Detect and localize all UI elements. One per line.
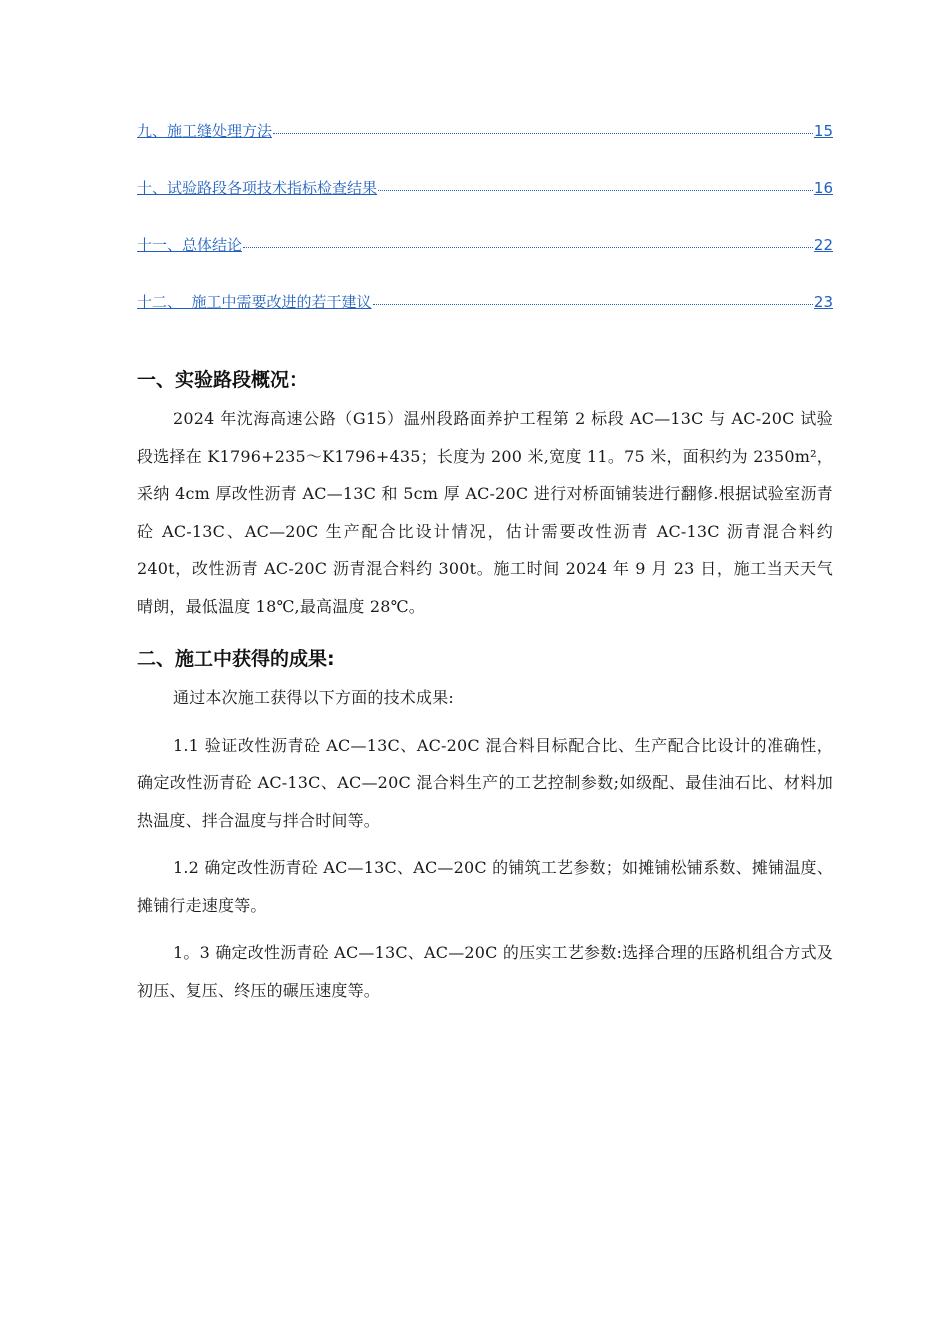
section-heading-1: 一、实验路段概况： xyxy=(137,369,309,391)
toc-entry-9[interactable] xyxy=(137,120,833,177)
toc-entry-11[interactable] xyxy=(137,234,833,291)
table-of-contents xyxy=(137,120,833,348)
toc-entry-page: 22 xyxy=(813,236,833,254)
document-body xyxy=(137,360,833,1009)
toc-entry-page: 15 xyxy=(813,122,833,140)
section-1-paragraph: 2024 年沈海高速公路（G15）温州段路面养护工程第 2 标段 AC—13C 与 AC-20C 试验段选择在 K1796+235～K1796+435；长度为 200 米,宽度 11。75 米，面积约为 2350m²，采纳 4cm 厚改性沥青 AC—13C 和 5cm 厚 AC-20C 进行对桥面铺装进行翻修.根据试验室沥青砼 AC-13C、AC—20C 生产配合比设计情况，估计需要改性沥青 AC-13C 沥青混合料约 240t，改性沥青 AC-20C 沥青混合料约 300t。施工时间 2024 年 9 月 23 日，施工当天天气晴朗，最低温度 18℃,最高温度 28℃。 xyxy=(137,409,833,616)
toc-entry-label: 十一、总体结论 xyxy=(137,236,243,254)
toc-entry-label: 十二、 施工中需要改进的若干建议 xyxy=(137,293,372,311)
toc-entry-label: 九、施工缝处理方法 xyxy=(137,122,273,140)
toc-dot-leader xyxy=(243,247,813,248)
toc-entry-10[interactable] xyxy=(137,177,833,234)
toc-dot-leader xyxy=(378,190,813,191)
achievement-item-1-2: 1.2 确定改性沥青砼 AC—13C、AC—20C 的铺筑工艺参数；如摊铺松铺系数、摊铺温度、摊铺行走速度等。 xyxy=(137,858,833,915)
section-heading-2: 二、施工中获得的成果: xyxy=(137,648,335,670)
toc-dot-leader xyxy=(373,304,813,305)
toc-dot-leader xyxy=(273,133,813,134)
toc-entry-label: 十、试验路段各项技术指标检查结果 xyxy=(137,179,378,197)
toc-entry-page: 16 xyxy=(813,179,833,197)
toc-entry-12[interactable] xyxy=(137,291,833,348)
achievement-item-1-3: 1。3 确定改性沥青砼 AC—13C、AC—20C 的压实工艺参数:选择合理的压路机组合方式及初压、复压、终压的碾压速度等。 xyxy=(137,943,833,1000)
section-2-intro: 通过本次施工获得以下方面的技术成果: xyxy=(173,688,454,707)
achievement-item-1-1: 1.1 验证改性沥青砼 AC—13C、AC-20C 混合料目标配合比、生产配合比设计的准确性，确定改性沥青砼 AC-13C、AC—20C 混合料生产的工艺控制参数;如级配、最佳油石比、材料加热温度、拌合温度与拌合时间等。 xyxy=(137,735,833,830)
toc-entry-page: 23 xyxy=(813,293,833,311)
